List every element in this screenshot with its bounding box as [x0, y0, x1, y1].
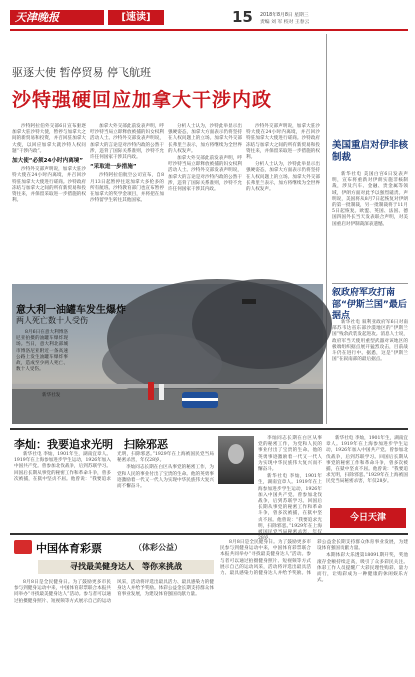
lottery-logo-icon [14, 540, 32, 554]
lead-col-3 [168, 124, 242, 284]
helicopter [242, 299, 256, 304]
story2-far-text: 新华社电 李灿，1901年生，湖南宜章人。1919年在上海参加进步学生运动，1926年加入中国共产党。曾参加北伐战争，后到苏联学习。回国后长期从事党的秘密工作和革命斗争，曾多次被捕，在狱中坚贞不屈。他曾说：“我要追求光明，扫除邪恶。”1929年在上海被国民党当局秘密杀害，年仅28岁。 [326, 436, 408, 485]
sidebar-item2-text: 新华社电 叙利亚政府军6日对南部苏韦达省东部沙漠地区的“伊斯兰国”残余武装发起进攻。消息人士说，政府军当天使用重型武器对该地区的极端组织据点展开猛烈攻击，目前战斗仍在进行中。据悉，这是“伊斯兰国”在叙南部的最后据点。 [332, 320, 408, 363]
police-car-stripe [182, 398, 218, 401]
masthead-brand: 天津晚报 [10, 10, 104, 25]
lead-intro: 沙特阿拉伯外交部6日宣布驱逐加拿大驻沙特大使，暂停与加拿大之间的新贸易和投资，并召回驻加拿大大使，以回应加拿大就沙特人权问题“干涉内政”。 [12, 124, 86, 154]
lead-body-d: 分析人士认为，沙特此举显示出强硬姿态，加拿大方面表示仍将坚持在人权问题上的立场。加拿大外交部长弗里兰表示，加方将继续为全世界的人权发声。 [168, 124, 242, 154]
story2-right-text-2: 新华社电 李灿，1901年生，湖南宜章人。1919年在上海参加进步学生运动，1926年加入中国共产党。曾参加北伐战争，后到苏联学习。回国后长期从事党的秘密工作和革命斗争，曾多次被捕，在狱中坚贞不屈。他曾说：“我要追求光明，扫除邪恶。”1929年在上海 28岁。 [258, 474, 322, 542]
lead-body-a: 沙特外交部声明说，加拿大驻沙特大使在24小时内离境，并召回沙特驻加拿大大使进行磋商。沙特政府冻结与加拿大之间的所有新贸易和投资往来，并保留采取进一步措施的权利。 [12, 167, 86, 204]
sidebar-item2-title: 叙政府军攻打南部“伊斯兰国”最后据点 [332, 288, 407, 321]
mid-rule [10, 428, 408, 430]
lottery-right-text-2: 本期体彩大乐透第18091期开奖，奖池滚存金额持续走高，吸引了众多彩民关注。体彩工作人员提醒广大彩民理性购彩、量力而行，让购彩成为一种健康的休闲娱乐方式。 [317, 553, 408, 584]
story2-body-text: 新华社电 李灿，1901年生，湖南宜章人。1919年在上海参加进步学生运动，1926年加入中国共产党。曾参加北伐战争，后到苏联学习。回国后长期从事党的秘密工作和革命斗争，曾多次被捕，在狱中坚贞不屈。他曾说：“我要追求光明，扫除邪恶。”1929年在上海被国民党当局秘密杀害，年仅28岁。 [14, 452, 214, 482]
story2-body [14, 452, 214, 530]
person-white [159, 384, 164, 400]
header-rule [10, 29, 408, 31]
issue-date: 2018年8月8日 星期三 [260, 13, 309, 18]
sidebar-title: 美国重启对伊非核制裁 [332, 140, 409, 163]
section-tag: [速读] [108, 10, 164, 25]
lottery-title: 中国体育彩票 [36, 542, 102, 555]
sidebar-rule [332, 283, 408, 284]
lower-rule [10, 533, 408, 535]
portrait-face [228, 444, 244, 464]
lead-body-a-cont: 沙特外交部声明说，加拿大驻沙特大使在24小时内离境，并召回沙特驻加拿大大使进行磋商。沙特政府冻结与加拿大之间的所有新贸易和投资往来，并保留采取进一步措施的权利。 [246, 124, 320, 161]
story2-body-text-2: 李灿同志长期在白区从事党的秘密工作，为党和人民的事业付出了宝贵的生命。他的英勇事迹激励着一代又一代人为实现中华民族伟大复兴而不懈奋斗。 [117, 465, 214, 490]
lead-subhead-1: 加大使“必须24小时内离境” [12, 158, 84, 165]
lottery-right-text: 8月8日是全民健身日。为了鼓励更多市民参与到健身运动中来，中国体育彩票联合本报共同举办“寻找最美健身达人”活动。参与者可以通过拍摄健身照片、短视频等方式展示自己的运动风采，活动将评选出最具活力、最具感染力的健身达人并给予奖励。体彩公益金长期支持群众体育事业发展，为建设体育强国贡献力量。 [220, 540, 408, 577]
photo-caption-text: 8月6日在意大利博洛尼亚拍摄的油罐车爆炸现场。当日，意大利北部城市博洛尼亚附近一条高速公路上发生油罐车爆炸事故，造成至少两人死亡、数十人受伤。 [16, 330, 68, 373]
lead-body-b: 加拿大外交部此前发表声明，呼吁沙特当局立即释放被捕的妇女权利活动人士。沙特外交部发表声明说，加拿大的言论是对沙特内政的公然干涉，违背了国际关系准则，沙特不允许任何国家干涉其内政。 [90, 124, 164, 161]
story2-right-text: 李灿同志长期在白区从事党的秘密工作，为党和人民的事业付出了宝贵的生命。他的英勇事迹激励着一代又一代人为实现中华民族伟大复兴而不懈奋斗。 [258, 436, 322, 473]
sidebar-item2-body [332, 320, 408, 422]
lead-col-4 [246, 124, 320, 284]
portrait-photo [218, 436, 254, 484]
lead-kicker: 驱逐大使 暂停贸易 停飞航班 [12, 66, 151, 79]
lead-col-1 [12, 124, 86, 284]
editors: 责编 刘 军 校对 王春云 [260, 20, 310, 25]
story2-col-far [326, 436, 408, 506]
lead-body-c: 沙特阿拉伯航空公司宣布，自8月13日起暂停往返加拿大多伦多的所有航班。沙特教育部门也宣布暂停在加拿大的奖学金项目，并将把在加沙特留学生转往其他国家。 [90, 173, 164, 204]
lead-col-2 [90, 124, 164, 284]
sidebar-body [332, 172, 408, 280]
ad-banner[interactable]: 今日天津 [330, 508, 406, 528]
page-number: 15 [232, 8, 253, 26]
lottery-category: （体彩公益） [134, 543, 182, 552]
photo-title: 意大利一油罐车发生爆炸 [16, 305, 126, 316]
sidebar-body-text: 新华社电 美国白宫6日发表声明，宣布将重新对伊朗实施非核制裁，涉及汽车、金融、贵金属等领域，伊朗方面对此予以强烈谴责。声明说，美国将从8月7日起恢复对伊朗的第一批制裁，另一批制裁将于11月5日起恢复。欧盟、英国、法国、德国四国外长当天发表联合声明，对美国重启对伊制裁深表遗憾。 [332, 172, 408, 227]
sidebar-divider [326, 34, 327, 424]
story2-headline: 李灿：我要追求光明 扫除邪恶 [14, 438, 168, 451]
story2-col-right [258, 436, 322, 542]
lottery-body-right [220, 540, 408, 672]
lead-body-d-cont: 分析人士认为，沙特此举显示出强硬姿态，加拿大方面表示仍将坚持在人权问题上的立场。加拿大外交部长弗里兰表示，加方将继续为全世界的人权发声。 [246, 162, 320, 193]
lead-body-c-cont: 加拿大外交部此前发表声明，呼吁沙特当局立即释放被捕的妇女权利活动人士。沙特外交部发表声明说，加拿大的言论是对沙特内政的公然干涉，违背了国际关系准则，沙特不允许任何国家干涉其内政。 [168, 156, 242, 193]
photo-caption [16, 330, 68, 390]
lottery-body-text: 8月8日是全民健身日。为了鼓励更多市民参与到健身运动中来，中国体育彩票联合本报共同举办“寻找最美健身达人”活动。参与者可以通过拍摄健身照片、短视频等方式展示自己的运动风采，活动将评选出最具活力、最具感染力的健身达人并给予奖励。体彩公益金长期支持群众体育事业发展，为建设体育强国贡献力量。 [14, 580, 214, 604]
lead-headline: 沙特强硬回应加拿大干涉内政 [12, 89, 273, 111]
photo-subtitle: 两人死亡数十人受伤 [16, 316, 88, 325]
photo-credit: 新华社发 [42, 393, 61, 398]
person-red [148, 382, 154, 400]
lottery-body [14, 580, 214, 672]
lottery-subtitle: 寻找最美健身达人 等你来挑战 [38, 560, 214, 574]
lead-subhead-2: “采取进一步措施” [90, 164, 137, 171]
